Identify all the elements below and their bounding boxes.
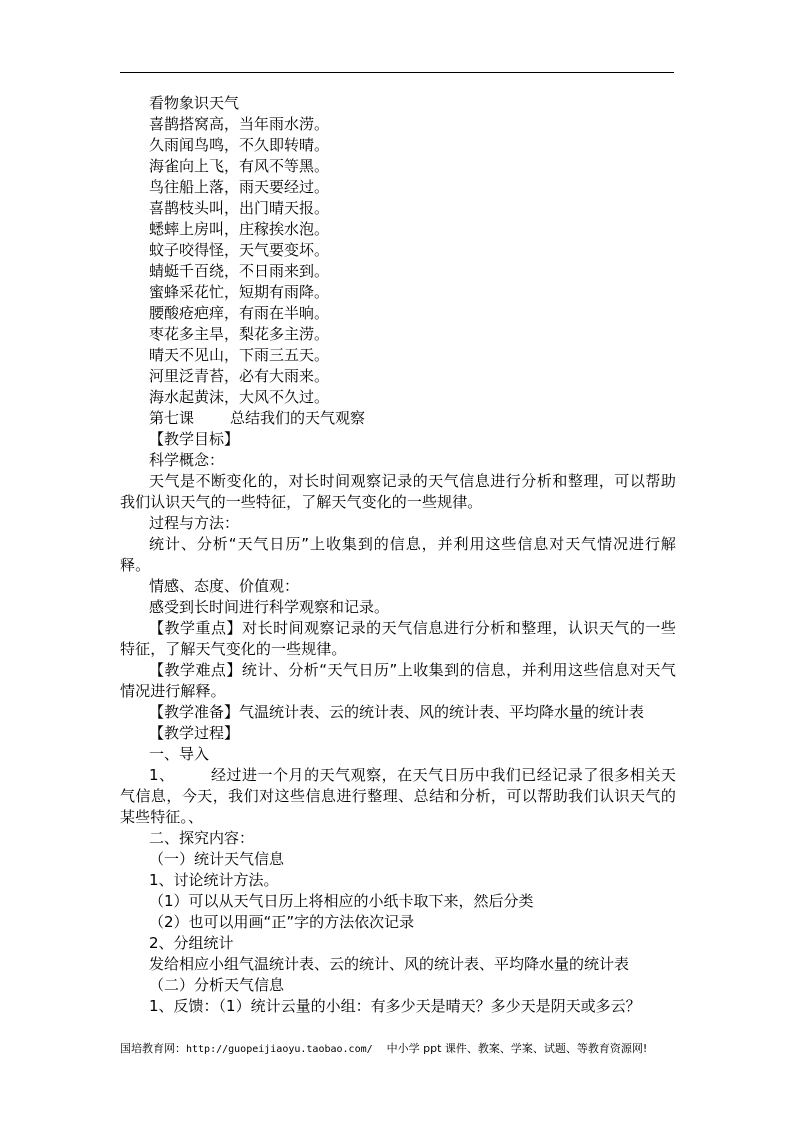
focus-text: 【教学重点】对长时间观察记录的天气信息进行分析和整理，认识天气的一些特征，了解天气变化的一些规律。 [120,619,676,658]
feedback-text: 1、反馈：（1）统计云量的小组：有多少天是晴天？多少天是阴天或多云？ [149,997,641,1015]
proverb-line: 海水起黄沫，大风不久过。 [149,388,330,406]
proverb-line: 海雀向上飞，有风不等黑。 [149,157,330,175]
lesson-title: 总结我们的天气观察 [230,409,366,427]
proverb-line: 枣花多主旱，梨花多主涝。 [149,325,330,343]
proverb-line: 喜鹊枝头叫，出门晴天报。 [149,199,330,217]
document-body [120,93,676,1017]
method-2: （2）也可以用画“正”字的方法依次记录 [149,913,415,931]
proverb-line: 蟋蟀上房叫，庄稼挨水泡。 [149,220,330,238]
footer-site-label: 国培教育网： [120,1042,186,1055]
process-label: 过程与方法： [149,514,240,532]
footer-url[interactable]: http://guopeijiaoyu.taobao.com/ [186,1044,373,1055]
lesson-heading [120,408,676,429]
proverb-line: 腰酸疮疤痒，有雨在半晌。 [149,304,330,322]
science-label: 科学概念： [149,451,225,469]
lesson-number: 第七课 [149,409,195,427]
proverb-line: 鸟往船上落，雨天要经过。 [149,178,330,196]
sub1-heading: （一）统计天气信息 [149,850,285,868]
page-footer [120,1042,647,1057]
footer-tagline: 中小学 ppt 课件、教案、学案、试题、等教育资源网! [386,1042,648,1055]
difficulty-text: 【教学难点】统计、分析“天气日历”上收集到的信息，并利用这些信息对天气情况进行解释。 [120,661,676,700]
process-heading: 【教学过程】 [149,724,240,742]
intro-heading: 一、导入 [149,745,210,763]
intro-number: 1、 [149,766,175,784]
emotion-text: 感受到长时间进行科学观察和记录。 [149,598,390,616]
header-rule [120,72,674,73]
proverb-line: 蜜蜂采花忙，短期有雨降。 [149,283,330,301]
emotion-label: 情感、态度、价值观： [149,577,300,595]
proverb-line: 河里泛青苔，必有大雨来。 [149,367,330,385]
goals-heading: 【教学目标】 [149,430,240,448]
proverb-line: 蚊子咬得怪，天气要变坏。 [149,241,330,259]
proverbs-title: 看物象识天气 [149,94,240,112]
group-text: 发给相应小组气温统计表、云的统计、风的统计表、平均降水量的统计表 [149,955,630,973]
proverb-line: 喜鹊搭窝高，当年雨水涝。 [149,115,330,133]
intro-text: 经过进一个月的天气观察，在天气日历中我们已经记录了很多相关天气信息，今天，我们对这些信息进行整理、总结和分析，可以帮助我们认识天气的某些特征。、 [120,766,676,826]
process-text: 统计、分析“天气日历”上收集到的信息，并利用这些信息对天气情况进行解释。 [120,535,676,574]
explore-heading: 二、探究内容： [149,829,255,847]
intro-paragraph [120,765,676,828]
proverb-line: 久雨闻鸟鸣，不久即转晴。 [149,136,330,154]
proverb-line: 晴天不见山，下雨三五天。 [149,346,330,364]
prep-text: 【教学准备】气温统计表、云的统计表、风的统计表、平均降水量的统计表 [149,703,645,721]
science-text: 天气是不断变化的，对长时间观察记录的天气信息进行分析和整理，可以帮助我们认识天气的一些特征，了解天气变化的一些规律。 [120,472,676,511]
sub2-heading: （二）分析天气信息 [149,976,285,994]
proverb-line: 蜻蜓千百绕，不日雨来到。 [149,262,330,280]
discuss-heading: 1、讨论统计方法。 [149,871,279,889]
method-1: （1）可以从天气日历上将相应的小纸卡取下来，然后分类 [149,892,534,910]
group-heading: 2、分组统计 [149,934,234,952]
